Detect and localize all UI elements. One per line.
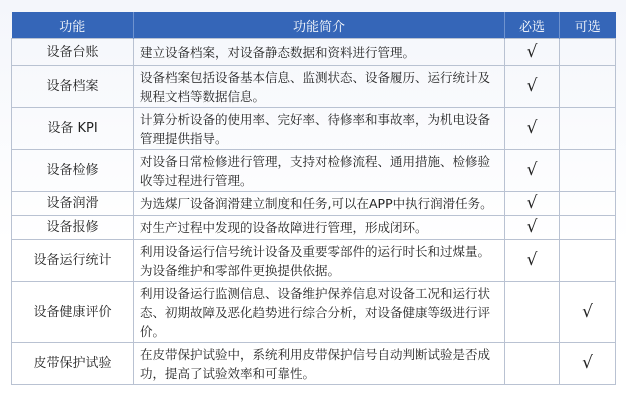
row-optional-check xyxy=(560,108,616,150)
table-row xyxy=(12,240,616,282)
row-required-check: √ xyxy=(505,39,560,66)
row-function: 设备 KPI xyxy=(12,108,134,150)
row-required-check: √ xyxy=(505,66,560,108)
table-row xyxy=(12,282,616,343)
row-description: 为选煤厂设备润滑建立制度和任务,可以在APP中执行润滑任务。 xyxy=(134,192,505,216)
row-optional-check xyxy=(560,66,616,108)
table-row xyxy=(12,108,616,150)
row-optional-check xyxy=(560,150,616,192)
row-function: 设备运行统计 xyxy=(12,240,134,282)
row-description: 利用设备运行信号统计设备及重要零部件的运行时长和过煤量。为设备维护和零部件更换提供依据。 xyxy=(134,240,505,282)
header-description: 功能简介 xyxy=(134,12,505,39)
row-required-check xyxy=(505,343,560,385)
row-function: 设备报修 xyxy=(12,216,134,240)
row-description: 对设备日常检修进行管理，支持对检修流程、通用措施、检修验收等过程进行管理。 xyxy=(134,150,505,192)
row-optional-check xyxy=(560,192,616,216)
row-required-check: √ xyxy=(505,108,560,150)
row-optional-check xyxy=(560,216,616,240)
row-description: 计算分析设备的使用率、完好率、待修率和事故率，为机电设备管理提供指导。 xyxy=(134,108,505,150)
row-required-check: √ xyxy=(505,192,560,216)
row-description: 设备档案包括设备基本信息、监测状态、设备履历、运行统计及规程文档等数据信息。 xyxy=(134,66,505,108)
row-description: 利用设备运行监测信息、设备维护保养信息对设备工况和运行状态、初期故障及恶化趋势进行综合分析，对设备健康等级进行评价。 xyxy=(134,282,505,343)
row-description: 建立设备档案，对设备静态数据和资料进行管理。 xyxy=(134,39,505,66)
row-description: 对生产过程中发现的设备故障进行管理，形成闭环。 xyxy=(134,216,505,240)
row-description: 在皮带保护试验中，系统利用皮带保护信号自动判断试验是否成功，提高了试验效率和可靠性。 xyxy=(134,343,505,385)
row-optional-check: √ xyxy=(560,282,616,343)
row-required-check: √ xyxy=(505,216,560,240)
row-required-check xyxy=(505,282,560,343)
header-required: 必选 xyxy=(505,12,560,39)
feature-table xyxy=(11,12,616,385)
table-header-row xyxy=(12,12,616,39)
table-row xyxy=(12,66,616,108)
row-function: 设备档案 xyxy=(12,66,134,108)
table-row xyxy=(12,216,616,240)
row-optional-check: √ xyxy=(560,343,616,385)
row-optional-check xyxy=(560,240,616,282)
row-required-check: √ xyxy=(505,150,560,192)
table-row xyxy=(12,150,616,192)
row-function: 设备检修 xyxy=(12,150,134,192)
row-function: 皮带保护试验 xyxy=(12,343,134,385)
row-function: 设备台账 xyxy=(12,39,134,66)
table-row xyxy=(12,39,616,66)
row-function: 设备润滑 xyxy=(12,192,134,216)
table-row xyxy=(12,343,616,385)
row-required-check: √ xyxy=(505,240,560,282)
row-optional-check xyxy=(560,39,616,66)
header-optional: 可选 xyxy=(560,12,616,39)
table-row xyxy=(12,192,616,216)
header-function: 功能 xyxy=(12,12,134,39)
row-function: 设备健康评价 xyxy=(12,282,134,343)
